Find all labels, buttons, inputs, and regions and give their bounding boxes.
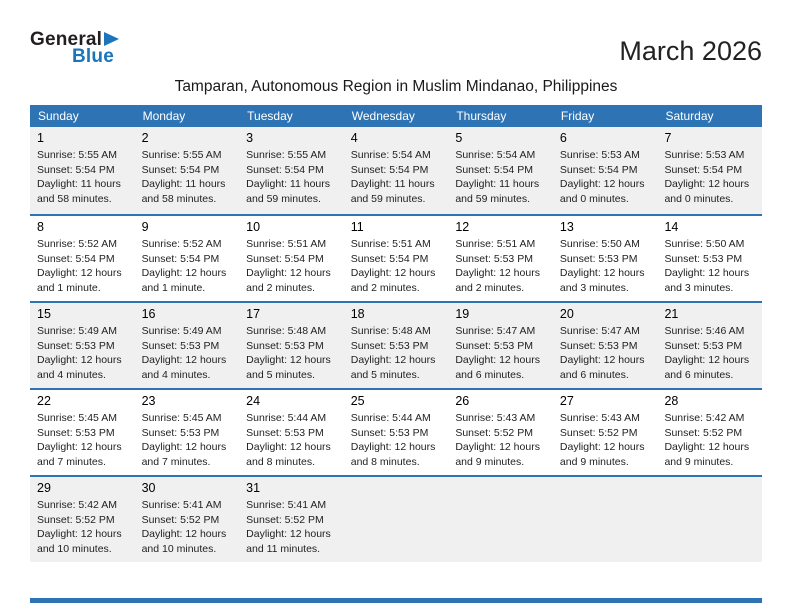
sunset-text: Sunset: 5:53 PM (350, 426, 429, 439)
daylight-text-cont: and 58 minutes. (37, 192, 112, 205)
daylight-text: Daylight: 12 hours (246, 441, 331, 453)
sunset-text: Sunset: 5:53 PM (664, 252, 743, 265)
day-number: 17 (246, 307, 261, 321)
daylight-text-cont: and 7 minutes. (37, 455, 106, 468)
sunset-text: Sunset: 5:52 PM (664, 426, 743, 439)
calendar-body (30, 127, 762, 562)
sunrise-text: Sunrise: 5:54 AM (350, 149, 431, 161)
sunset-text: Sunset: 5:54 PM (350, 163, 429, 176)
sunset-text: Sunset: 5:52 PM (246, 513, 324, 526)
day-cell (553, 390, 658, 475)
daylight-text: Daylight: 12 hours (350, 441, 436, 453)
daylight-text-cont: and 59 minutes. (246, 192, 321, 205)
day-number: 11 (350, 220, 364, 234)
sunrise-text: Sunrise: 5:49 AM (141, 325, 222, 337)
sunset-text: Sunset: 5:53 PM (246, 426, 324, 439)
day-number: 22 (37, 394, 51, 408)
day-cell (30, 127, 135, 214)
sunrise-text: Sunrise: 5:42 AM (664, 412, 745, 424)
day-number: 14 (664, 220, 679, 234)
day-number: 30 (141, 481, 156, 495)
day-number: 29 (37, 481, 51, 495)
sunset-text: Sunset: 5:53 PM (350, 339, 429, 352)
day-cell (553, 216, 658, 301)
daylight-text-cont: and 2 minutes. (246, 281, 316, 294)
daylight-text: Daylight: 12 hours (141, 354, 227, 366)
calendar-table (30, 105, 762, 562)
sunset-text: Sunset: 5:54 PM (37, 252, 115, 265)
daylight-text: Daylight: 12 hours (455, 441, 540, 453)
daylight-text-cont: and 9 minutes. (455, 455, 525, 468)
daylight-text: Daylight: 11 hours (37, 178, 121, 190)
daylight-text: Daylight: 12 hours (246, 528, 331, 540)
day-number: 18 (350, 307, 365, 321)
sunset-text: Sunset: 5:54 PM (37, 163, 115, 176)
daylight-text-cont: and 6 minutes. (559, 368, 629, 381)
daylight-text-cont: and 2 minutes. (455, 281, 525, 294)
day-number: 23 (141, 394, 156, 408)
day-number: 12 (455, 220, 470, 234)
sunrise-text: Sunrise: 5:51 AM (246, 238, 327, 250)
daylight-text: Daylight: 12 hours (664, 178, 750, 190)
sunrise-text: Sunrise: 5:48 AM (246, 325, 327, 337)
day-cell (239, 390, 344, 475)
day-cell (657, 477, 762, 562)
daylight-text-cont: and 4 minutes. (37, 368, 106, 381)
day-number: 31 (246, 481, 261, 495)
page-header (30, 30, 762, 67)
sunrise-text: Sunrise: 5:55 AM (37, 149, 117, 161)
daylight-text: Daylight: 11 hours (455, 178, 540, 190)
day-cell (448, 216, 553, 301)
sunset-text: Sunset: 5:54 PM (141, 252, 220, 265)
daylight-text-cont: and 4 minutes. (141, 368, 211, 381)
day-number: 19 (455, 307, 470, 321)
daylight-text: Daylight: 12 hours (350, 354, 436, 366)
logo-triangle-icon (104, 32, 119, 46)
daylight-text-cont: and 6 minutes. (664, 368, 734, 381)
daylight-text-cont: and 5 minutes. (350, 368, 420, 381)
day-cell (448, 477, 553, 562)
day-number: 15 (37, 307, 51, 321)
day-number: 9 (141, 220, 149, 234)
daylight-text-cont: and 2 minutes. (350, 281, 420, 294)
week-row (30, 301, 762, 388)
weekday-header-cell: Thursday (456, 109, 507, 123)
sunset-text: Sunset: 5:54 PM (350, 252, 429, 265)
daylight-text-cont: and 9 minutes. (664, 455, 734, 468)
sunset-text: Sunset: 5:53 PM (559, 339, 638, 352)
daylight-text-cont: and 9 minutes. (559, 455, 629, 468)
sunset-text: Sunset: 5:53 PM (37, 339, 115, 352)
day-cell (553, 477, 658, 562)
sunrise-text: Sunrise: 5:48 AM (350, 325, 431, 337)
weekday-header-cell: Monday (142, 109, 186, 123)
sunrise-text: Sunrise: 5:55 AM (246, 149, 327, 161)
week-row (30, 127, 762, 214)
sunset-text: Sunset: 5:52 PM (37, 513, 115, 526)
sunset-text: Sunset: 5:53 PM (559, 252, 638, 265)
sunrise-text: Sunrise: 5:44 AM (350, 412, 431, 424)
sunrise-text: Sunrise: 5:46 AM (664, 325, 745, 337)
daylight-text: Daylight: 11 hours (141, 178, 226, 190)
day-cell (657, 127, 762, 214)
day-cell (30, 216, 135, 301)
daylight-text: Daylight: 12 hours (246, 267, 331, 279)
day-number: 7 (664, 131, 672, 145)
day-cell (448, 303, 553, 388)
sunrise-text: Sunrise: 5:43 AM (559, 412, 640, 424)
sunset-text: Sunset: 5:54 PM (246, 163, 324, 176)
sunrise-text: Sunrise: 5:52 AM (141, 238, 222, 250)
day-cell (239, 303, 344, 388)
sunset-text: Sunset: 5:54 PM (141, 163, 220, 176)
sunrise-text: Sunrise: 5:47 AM (455, 325, 536, 337)
daylight-text: Daylight: 12 hours (246, 354, 331, 366)
day-cell (135, 303, 240, 388)
weekday-header-cell: Friday (560, 109, 595, 123)
day-cell (657, 390, 762, 475)
daylight-text-cont: and 5 minutes. (246, 368, 316, 381)
daylight-text: Daylight: 12 hours (559, 267, 645, 279)
day-number: 16 (141, 307, 156, 321)
sunrise-text: Sunrise: 5:43 AM (455, 412, 536, 424)
daylight-text-cont: and 8 minutes. (246, 455, 316, 468)
sunset-text: Sunset: 5:53 PM (141, 339, 220, 352)
sunset-text: Sunset: 5:53 PM (141, 426, 220, 439)
day-cell (553, 303, 658, 388)
weekday-header-row (30, 105, 762, 127)
weekday-header-cell: Tuesday (247, 109, 293, 123)
daylight-text: Daylight: 12 hours (141, 528, 227, 540)
day-cell (135, 390, 240, 475)
sunset-text: Sunset: 5:54 PM (559, 163, 638, 176)
daylight-text: Daylight: 12 hours (455, 354, 540, 366)
day-number: 1 (37, 131, 44, 145)
sunset-text: Sunset: 5:54 PM (455, 163, 533, 176)
sunrise-text: Sunrise: 5:51 AM (350, 238, 431, 250)
sunrise-text: Sunrise: 5:41 AM (246, 499, 327, 511)
day-cell (657, 216, 762, 301)
daylight-text: Daylight: 12 hours (559, 178, 645, 190)
sunset-text: Sunset: 5:54 PM (664, 163, 743, 176)
daylight-text: Daylight: 12 hours (455, 267, 540, 279)
weekday-header-cell: Saturday (665, 109, 714, 123)
sunrise-text: Sunrise: 5:50 AM (664, 238, 745, 250)
daylight-text: Daylight: 12 hours (141, 267, 227, 279)
daylight-text: Daylight: 12 hours (37, 354, 122, 366)
weekday-header-cell: Sunday (38, 109, 79, 123)
day-cell (344, 127, 449, 214)
day-number: 27 (559, 394, 574, 408)
day-number: 5 (455, 131, 463, 145)
location-subtitle: Tamparan, Autonomous Region in Muslim Mindanao, Philippines (174, 78, 618, 95)
day-number: 3 (246, 131, 254, 145)
day-cell (135, 216, 240, 301)
sunset-text: Sunset: 5:53 PM (664, 339, 743, 352)
sunrise-text: Sunrise: 5:42 AM (37, 499, 117, 511)
day-number: 21 (664, 307, 679, 321)
daylight-text: Daylight: 11 hours (246, 178, 331, 190)
general-blue-logo (30, 30, 119, 66)
daylight-text: Daylight: 12 hours (350, 267, 436, 279)
day-cell (344, 390, 449, 475)
sunrise-text: Sunrise: 5:45 AM (141, 412, 222, 424)
daylight-text: Daylight: 12 hours (37, 267, 122, 279)
day-cell (239, 127, 344, 214)
sunset-text: Sunset: 5:53 PM (455, 339, 533, 352)
logo-text-blue: Blue (72, 46, 114, 67)
day-number: 28 (664, 394, 679, 408)
daylight-text-cont: and 1 minute. (141, 281, 206, 294)
day-cell (239, 477, 344, 562)
week-row (30, 214, 762, 301)
daylight-text: Daylight: 12 hours (664, 441, 750, 453)
daylight-text-cont: and 59 minutes. (455, 192, 531, 205)
sunrise-text: Sunrise: 5:51 AM (455, 238, 536, 250)
day-number: 24 (246, 394, 261, 408)
sunset-text: Sunset: 5:53 PM (37, 426, 115, 439)
daylight-text: Daylight: 11 hours (350, 178, 435, 190)
sunset-text: Sunset: 5:52 PM (455, 426, 533, 439)
day-cell (657, 303, 762, 388)
day-number: 13 (559, 220, 574, 234)
day-number: 26 (455, 394, 470, 408)
daylight-text: Daylight: 12 hours (559, 441, 645, 453)
day-number: 25 (350, 394, 365, 408)
day-cell (448, 390, 553, 475)
sunrise-text: Sunrise: 5:53 AM (559, 149, 640, 161)
day-cell (344, 477, 449, 562)
daylight-text-cont: and 11 minutes. (246, 542, 321, 555)
week-row (30, 475, 762, 562)
day-cell (135, 477, 240, 562)
daylight-text: Daylight: 12 hours (37, 441, 122, 453)
daylight-text-cont: and 10 minutes. (37, 542, 112, 555)
week-row (30, 388, 762, 475)
sunrise-text: Sunrise: 5:53 AM (664, 149, 745, 161)
daylight-text-cont: and 59 minutes. (350, 192, 426, 205)
sunrise-text: Sunrise: 5:41 AM (141, 499, 222, 511)
daylight-text-cont: and 0 minutes. (559, 192, 629, 205)
day-cell (135, 127, 240, 214)
day-number: 2 (141, 131, 149, 145)
day-cell (344, 216, 449, 301)
sunrise-text: Sunrise: 5:55 AM (141, 149, 222, 161)
sunrise-text: Sunrise: 5:52 AM (37, 238, 117, 250)
day-number: 4 (350, 131, 358, 145)
day-cell (30, 390, 135, 475)
day-cell (30, 477, 135, 562)
sunrise-text: Sunrise: 5:47 AM (559, 325, 640, 337)
daylight-text-cont: and 7 minutes. (141, 455, 211, 468)
sunrise-text: Sunrise: 5:49 AM (37, 325, 117, 337)
daylight-text-cont: and 1 minute. (37, 281, 101, 294)
day-number: 10 (246, 220, 261, 234)
daylight-text-cont: and 0 minutes. (664, 192, 734, 205)
day-number: 6 (559, 131, 567, 145)
sunrise-text: Sunrise: 5:45 AM (37, 412, 117, 424)
daylight-text: Daylight: 12 hours (664, 267, 750, 279)
sunset-text: Sunset: 5:53 PM (455, 252, 533, 265)
daylight-text: Daylight: 12 hours (37, 528, 122, 540)
day-number: 8 (37, 220, 44, 234)
daylight-text-cont: and 58 minutes. (141, 192, 217, 205)
sunset-text: Sunset: 5:52 PM (559, 426, 638, 439)
sunrise-text: Sunrise: 5:54 AM (455, 149, 536, 161)
daylight-text-cont: and 10 minutes. (141, 542, 217, 555)
daylight-text-cont: and 3 minutes. (559, 281, 629, 294)
weekday-header-cell: Wednesday (351, 109, 415, 123)
month-title: March 2026 (619, 36, 762, 66)
daylight-text: Daylight: 12 hours (664, 354, 750, 366)
day-cell (239, 216, 344, 301)
daylight-text-cont: and 3 minutes. (664, 281, 734, 294)
day-cell (448, 127, 553, 214)
daylight-text-cont: and 6 minutes. (455, 368, 525, 381)
logo-text-general: General (30, 29, 103, 50)
day-cell (344, 303, 449, 388)
daylight-text: Daylight: 12 hours (141, 441, 227, 453)
sunset-text: Sunset: 5:52 PM (141, 513, 220, 526)
daylight-text: Daylight: 12 hours (559, 354, 645, 366)
sunset-text: Sunset: 5:53 PM (246, 339, 324, 352)
day-cell (30, 303, 135, 388)
footer-bar (30, 598, 762, 603)
day-cell (553, 127, 658, 214)
sunrise-text: Sunrise: 5:44 AM (246, 412, 327, 424)
sunrise-text: Sunrise: 5:50 AM (559, 238, 640, 250)
daylight-text-cont: and 8 minutes. (350, 455, 420, 468)
sunset-text: Sunset: 5:54 PM (246, 252, 324, 265)
day-number: 20 (559, 307, 574, 321)
